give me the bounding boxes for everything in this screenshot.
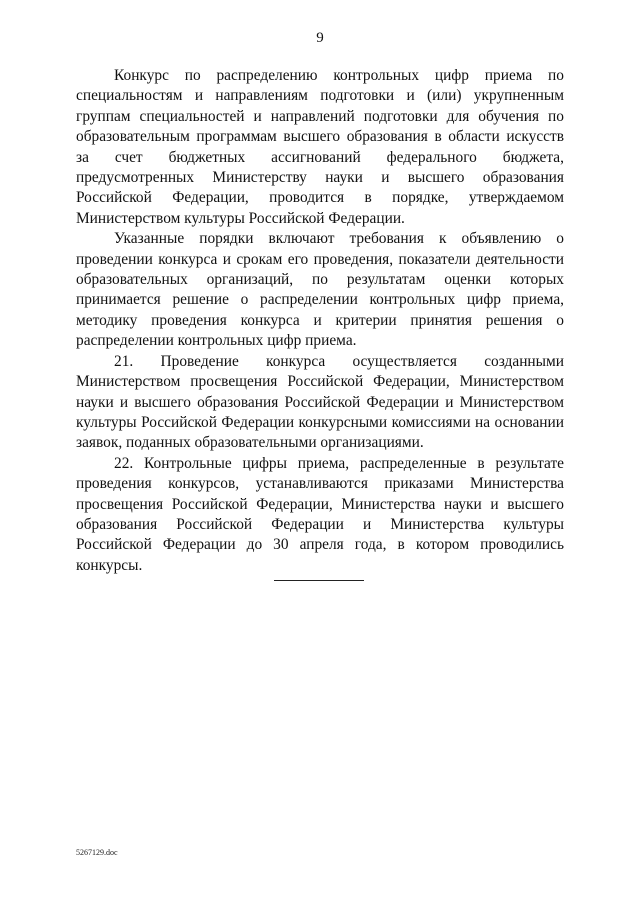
paragraph-contest-art: Конкурс по распределению контрольных цифр приема по специальностям и направлениям подготовки и (или) укрупненным группам специальностей и направлений подготовки для обучения по образовательным программам высшего образования в области искусств за счет бюджетных ассигнований федерального бюджета, предусмотренных Министерству науки и высшего образования Российской Федерации, проводится в порядке, утверждаемом Министерством культуры Российской Федерации. (76, 67, 564, 227)
paragraph-item-22: 22. Контрольные цифры приема, распределенные в результате проведения конкурсов, устанавливаются приказами Министерства просвещения Российской Федерации, Министерства науки и высшего образования Российской Федерации и Министерства культуры Российской Федерации до 30 апреля года, в котором проводились конкурсы. (76, 454, 564, 574)
end-separator-line (274, 580, 364, 581)
paragraph-procedures: Указанные порядки включают требования к объявлению о проведении конкурса и срокам его проведения, показатели деятельности образовательных организаций, по результатам оценки которых принимается решение о распределении контрольных цифр приема, методику проведения конкурса и критерии принятия решения о распределении контрольных цифр приема. (76, 230, 564, 350)
page-number: 9 (316, 30, 324, 46)
document-body (76, 66, 564, 576)
footer-doc-code: 5267129.doc (76, 848, 118, 857)
paragraph-item-21: 21. Проведение конкурса осуществляется созданными Министерством просвещения Российской Федерации, Министерством науки и высшего образования Российской Федерации и Министерством культуры Российской Федерации конкурсными комиссиями на основании заявок, поданных образовательными организациями. (76, 352, 564, 452)
